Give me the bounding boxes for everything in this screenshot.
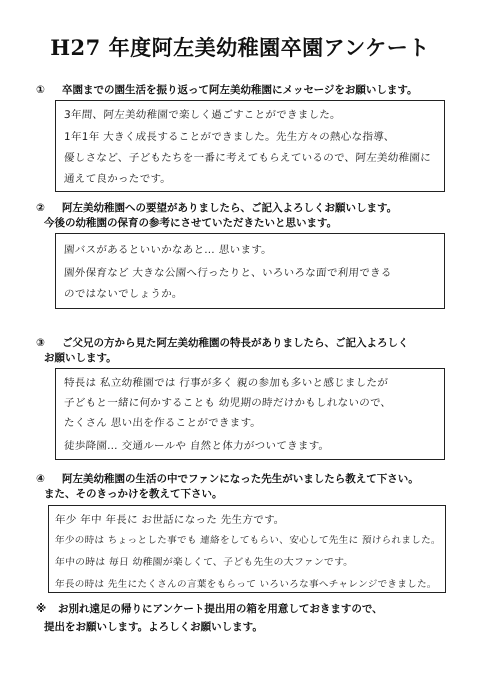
question-text: お願いします。 [44,352,117,364]
question-4 [36,472,419,502]
question-3 [36,336,409,366]
answer-box-1 [55,100,445,192]
question-text: また、そのきっかけを教えて下さい。 [44,488,223,500]
question-2 [36,201,397,231]
answer-box-2 [55,233,445,309]
answer-line: のではないでしょうか。 [63,288,184,300]
question-text: 阿左美幼稚園の生活の中でファンになった先生がいましたら教えて下さい。 [62,473,419,485]
question-number: ④ [36,473,45,485]
answer-line: 園外保育など 大きな公園へ行ったりと、いろいろな面で利用できる [63,267,393,279]
answer-line: 3年間、阿左美幼稚園で楽しく過ごすことができました。 [63,109,342,121]
answer-line: 年長の時は 先生にたくさんの言葉をもらって いろいろな事へチャレンジできました。 [54,579,438,590]
answer-line: 子どもと一緒に何かすることも 幼児期の時だけかもしれないので、 [63,397,392,409]
answer-line: 特長は 私立幼稚園では 行事が多く 親の参加も多いと感じましたが [63,377,389,389]
question-number: ③ [36,337,45,349]
footer-note [36,600,383,636]
question-text: 卒園までの園生活を振り返って阿左美幼稚園にメッセージをお願いします。 [62,84,418,96]
note-text: 提出をお願いします。よろしくお願いします。 [44,621,263,633]
answer-box-4 [48,505,446,593]
answer-line: 年少の時は ちょっとした事でも 連絡をしてもらい、安心して先生に 預けられました。 [54,535,442,546]
question-number: ① [36,84,45,96]
answer-line: 優しさなど、子どもたちを一番に考えてもらえているので、阿左美幼稚園に [63,152,432,164]
answer-line: 園バスがあるといいかなあと… 思います。 [63,244,273,256]
answer-line: 1年1年 大きく成長することができました。先生方々の熱心な指導、 [63,131,396,143]
question-1 [36,83,418,98]
question-text: ご父兄の方から見た阿左美幼稚園の特長がありましたら、ご記入よろしく [62,337,409,349]
answer-line: 年少 年中 年長に お世話になった 先生方です。 [54,514,286,526]
answer-line: たくさん 思い出を作ることができます。 [63,417,262,429]
answer-line: 年中の時は 毎日 幼稚園が楽しくて、子ども先生の大ファンです。 [54,557,354,568]
question-text: 阿左美幼稚園への要望がありましたら、ご記入よろしくお願いします。 [62,202,398,214]
answer-line: 徒歩降園… 交通ルールや 自然と体力がついてきます。 [63,440,330,452]
question-text: 今後の幼稚園の保育の参考にさせていただきたいと思います。 [44,217,338,229]
note-text: お別れ遠足の帰りにアンケート提出用の箱を用意しておきますので、 [58,603,383,615]
answer-box-3 [55,368,445,460]
answer-line: 通えて良かったです。 [63,173,172,185]
note-mark: ※ [36,603,47,615]
question-number: ② [36,202,45,214]
page-title: H27 年度阿左美幼稚園卒園アンケート [50,35,430,60]
